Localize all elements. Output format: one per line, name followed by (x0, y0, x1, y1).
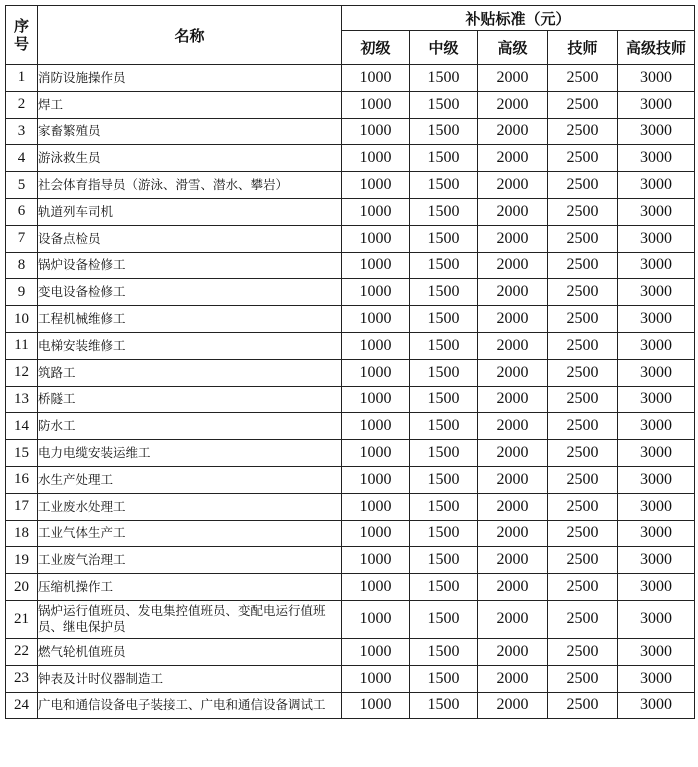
row-subsidy-intermediate: 1500 (410, 91, 478, 118)
row-subsidy-technician: 2500 (548, 520, 618, 547)
row-subsidy-intermediate: 1500 (410, 359, 478, 386)
row-occupation-name: 社会体育指导员（游泳、滑雪、潜水、攀岩） (38, 172, 342, 199)
row-seq: 17 (6, 493, 38, 520)
header-level-senior-technician: 高级技师 (618, 31, 695, 65)
row-subsidy-technician: 2500 (548, 547, 618, 574)
row-subsidy-primary: 1000 (342, 493, 410, 520)
row-subsidy-technician: 2500 (548, 118, 618, 145)
row-subsidy-senior-technician: 3000 (618, 440, 695, 467)
row-subsidy-primary: 1000 (342, 91, 410, 118)
row-subsidy-intermediate: 1500 (410, 225, 478, 252)
row-subsidy-technician: 2500 (548, 306, 618, 333)
row-subsidy-senior-technician: 3000 (618, 198, 695, 225)
row-subsidy-senior: 2000 (478, 692, 548, 719)
row-subsidy-intermediate: 1500 (410, 520, 478, 547)
row-subsidy-primary: 1000 (342, 279, 410, 306)
row-subsidy-senior-technician: 3000 (618, 359, 695, 386)
row-subsidy-intermediate: 1500 (410, 466, 478, 493)
row-subsidy-senior-technician: 3000 (618, 332, 695, 359)
row-subsidy-senior: 2000 (478, 145, 548, 172)
row-subsidy-primary: 1000 (342, 225, 410, 252)
row-subsidy-technician: 2500 (548, 638, 618, 665)
row-subsidy-intermediate: 1500 (410, 547, 478, 574)
row-occupation-name: 焊工 (38, 91, 342, 118)
row-seq: 7 (6, 225, 38, 252)
row-seq: 21 (6, 600, 38, 638)
table-row (6, 493, 695, 520)
table-row (6, 547, 695, 574)
row-occupation-name: 家畜繁殖员 (38, 118, 342, 145)
row-subsidy-primary: 1000 (342, 574, 410, 601)
table-row (6, 638, 695, 665)
row-occupation-name: 轨道列车司机 (38, 198, 342, 225)
row-subsidy-technician: 2500 (548, 279, 618, 306)
row-subsidy-senior-technician: 3000 (618, 413, 695, 440)
table-row (6, 692, 695, 719)
subsidy-table (5, 5, 695, 719)
row-subsidy-technician: 2500 (548, 145, 618, 172)
row-subsidy-senior: 2000 (478, 306, 548, 333)
row-subsidy-senior: 2000 (478, 172, 548, 199)
table-row (6, 172, 695, 199)
table-row (6, 520, 695, 547)
table-row (6, 386, 695, 413)
row-subsidy-primary: 1000 (342, 359, 410, 386)
table-row (6, 65, 695, 92)
row-occupation-name: 变电设备检修工 (38, 279, 342, 306)
table-row (6, 359, 695, 386)
row-subsidy-senior-technician: 3000 (618, 252, 695, 279)
row-subsidy-technician: 2500 (548, 413, 618, 440)
row-seq: 22 (6, 638, 38, 665)
row-subsidy-intermediate: 1500 (410, 665, 478, 692)
row-subsidy-senior: 2000 (478, 574, 548, 601)
row-subsidy-primary: 1000 (342, 65, 410, 92)
row-subsidy-intermediate: 1500 (410, 198, 478, 225)
row-seq: 19 (6, 547, 38, 574)
row-subsidy-senior: 2000 (478, 547, 548, 574)
row-subsidy-senior: 2000 (478, 600, 548, 638)
row-subsidy-primary: 1000 (342, 332, 410, 359)
row-subsidy-primary: 1000 (342, 413, 410, 440)
row-subsidy-technician: 2500 (548, 225, 618, 252)
row-seq: 11 (6, 332, 38, 359)
row-subsidy-senior: 2000 (478, 493, 548, 520)
table-body (6, 65, 695, 719)
table-row (6, 600, 695, 638)
row-subsidy-primary: 1000 (342, 520, 410, 547)
row-occupation-name: 工业废气治理工 (38, 547, 342, 574)
row-subsidy-primary: 1000 (342, 252, 410, 279)
row-subsidy-intermediate: 1500 (410, 574, 478, 601)
row-subsidy-senior: 2000 (478, 225, 548, 252)
row-subsidy-technician: 2500 (548, 466, 618, 493)
row-subsidy-senior-technician: 3000 (618, 91, 695, 118)
row-subsidy-technician: 2500 (548, 493, 618, 520)
row-seq: 6 (6, 198, 38, 225)
row-subsidy-technician: 2500 (548, 574, 618, 601)
row-occupation-name: 游泳救生员 (38, 145, 342, 172)
table-row (6, 145, 695, 172)
header-level-senior: 高级 (478, 31, 548, 65)
row-subsidy-senior: 2000 (478, 332, 548, 359)
row-subsidy-primary: 1000 (342, 306, 410, 333)
row-occupation-name: 广电和通信设备电子装接工、广电和通信设备调试工 (38, 692, 342, 719)
table-row (6, 440, 695, 467)
row-subsidy-senior-technician: 3000 (618, 600, 695, 638)
row-seq: 15 (6, 440, 38, 467)
header-row-top (6, 6, 695, 31)
table-row (6, 413, 695, 440)
row-subsidy-senior-technician: 3000 (618, 574, 695, 601)
row-seq: 14 (6, 413, 38, 440)
row-subsidy-senior-technician: 3000 (618, 386, 695, 413)
table-row (6, 466, 695, 493)
row-seq: 12 (6, 359, 38, 386)
row-subsidy-senior-technician: 3000 (618, 279, 695, 306)
row-seq: 18 (6, 520, 38, 547)
row-subsidy-technician: 2500 (548, 692, 618, 719)
row-occupation-name: 桥隧工 (38, 386, 342, 413)
row-subsidy-senior: 2000 (478, 466, 548, 493)
row-seq: 16 (6, 466, 38, 493)
table-row (6, 306, 695, 333)
row-subsidy-technician: 2500 (548, 172, 618, 199)
row-subsidy-primary: 1000 (342, 198, 410, 225)
row-seq: 5 (6, 172, 38, 199)
row-subsidy-primary: 1000 (342, 440, 410, 467)
table-row (6, 279, 695, 306)
row-subsidy-senior: 2000 (478, 665, 548, 692)
row-subsidy-senior: 2000 (478, 252, 548, 279)
row-subsidy-intermediate: 1500 (410, 600, 478, 638)
row-subsidy-intermediate: 1500 (410, 440, 478, 467)
row-subsidy-intermediate: 1500 (410, 118, 478, 145)
row-subsidy-senior-technician: 3000 (618, 306, 695, 333)
row-subsidy-primary: 1000 (342, 547, 410, 574)
row-subsidy-senior-technician: 3000 (618, 172, 695, 199)
row-subsidy-intermediate: 1500 (410, 413, 478, 440)
header-seq (6, 6, 38, 65)
header-level-primary: 初级 (342, 31, 410, 65)
row-subsidy-senior: 2000 (478, 279, 548, 306)
row-occupation-name: 压缩机操作工 (38, 574, 342, 601)
row-subsidy-senior: 2000 (478, 386, 548, 413)
row-subsidy-senior-technician: 3000 (618, 692, 695, 719)
header-level-intermediate: 中级 (410, 31, 478, 65)
header-seq-line1: 序 (13, 17, 29, 35)
row-subsidy-technician: 2500 (548, 386, 618, 413)
row-subsidy-senior: 2000 (478, 520, 548, 547)
row-seq: 24 (6, 692, 38, 719)
row-seq: 20 (6, 574, 38, 601)
row-subsidy-senior-technician: 3000 (618, 520, 695, 547)
row-subsidy-senior: 2000 (478, 413, 548, 440)
row-occupation-name: 消防设施操作员 (38, 65, 342, 92)
row-subsidy-senior: 2000 (478, 638, 548, 665)
table-row (6, 225, 695, 252)
row-subsidy-intermediate: 1500 (410, 252, 478, 279)
row-seq: 10 (6, 306, 38, 333)
row-subsidy-senior: 2000 (478, 91, 548, 118)
row-seq: 2 (6, 91, 38, 118)
row-occupation-name: 电梯安装维修工 (38, 332, 342, 359)
table-row (6, 252, 695, 279)
row-subsidy-technician: 2500 (548, 665, 618, 692)
row-subsidy-senior-technician: 3000 (618, 145, 695, 172)
row-subsidy-primary: 1000 (342, 600, 410, 638)
row-subsidy-intermediate: 1500 (410, 172, 478, 199)
row-occupation-name: 工业废水处理工 (38, 493, 342, 520)
row-subsidy-technician: 2500 (548, 440, 618, 467)
row-subsidy-senior: 2000 (478, 359, 548, 386)
row-subsidy-primary: 1000 (342, 638, 410, 665)
row-subsidy-senior-technician: 3000 (618, 638, 695, 665)
row-subsidy-senior-technician: 3000 (618, 493, 695, 520)
row-seq: 9 (6, 279, 38, 306)
row-seq: 3 (6, 118, 38, 145)
row-subsidy-intermediate: 1500 (410, 332, 478, 359)
row-subsidy-senior-technician: 3000 (618, 65, 695, 92)
table-header (6, 6, 695, 65)
row-subsidy-primary: 1000 (342, 172, 410, 199)
row-subsidy-primary: 1000 (342, 665, 410, 692)
row-seq: 1 (6, 65, 38, 92)
row-subsidy-senior-technician: 3000 (618, 118, 695, 145)
row-subsidy-intermediate: 1500 (410, 145, 478, 172)
row-subsidy-intermediate: 1500 (410, 306, 478, 333)
row-seq: 13 (6, 386, 38, 413)
table-row (6, 118, 695, 145)
row-seq: 4 (6, 145, 38, 172)
row-subsidy-senior: 2000 (478, 65, 548, 92)
table-row (6, 665, 695, 692)
row-subsidy-technician: 2500 (548, 91, 618, 118)
row-subsidy-technician: 2500 (548, 198, 618, 225)
table-row (6, 574, 695, 601)
header-name: 名称 (38, 6, 342, 65)
header-seq-line2: 号 (13, 35, 29, 53)
row-occupation-name: 筑路工 (38, 359, 342, 386)
row-occupation-name: 工程机械维修工 (38, 306, 342, 333)
row-subsidy-intermediate: 1500 (410, 692, 478, 719)
row-occupation-name: 电力电缆安装运维工 (38, 440, 342, 467)
row-seq: 23 (6, 665, 38, 692)
row-subsidy-intermediate: 1500 (410, 638, 478, 665)
row-subsidy-senior: 2000 (478, 118, 548, 145)
row-subsidy-intermediate: 1500 (410, 65, 478, 92)
row-subsidy-senior-technician: 3000 (618, 466, 695, 493)
row-subsidy-intermediate: 1500 (410, 279, 478, 306)
row-subsidy-senior: 2000 (478, 198, 548, 225)
table-row (6, 198, 695, 225)
header-standard: 补贴标准（元） (342, 6, 695, 31)
row-subsidy-primary: 1000 (342, 118, 410, 145)
row-subsidy-primary: 1000 (342, 145, 410, 172)
row-subsidy-technician: 2500 (548, 332, 618, 359)
row-occupation-name: 锅炉运行值班员、发电集控值班员、变配电运行值班员、继电保护员 (38, 600, 342, 638)
row-subsidy-primary: 1000 (342, 466, 410, 493)
row-occupation-name: 锅炉设备检修工 (38, 252, 342, 279)
row-subsidy-technician: 2500 (548, 252, 618, 279)
row-subsidy-senior-technician: 3000 (618, 547, 695, 574)
row-occupation-name: 设备点检员 (38, 225, 342, 252)
header-level-technician: 技师 (548, 31, 618, 65)
row-subsidy-technician: 2500 (548, 65, 618, 92)
row-subsidy-primary: 1000 (342, 386, 410, 413)
row-occupation-name: 水生产处理工 (38, 466, 342, 493)
table-row (6, 91, 695, 118)
row-subsidy-senior: 2000 (478, 440, 548, 467)
row-occupation-name: 工业气体生产工 (38, 520, 342, 547)
row-subsidy-senior-technician: 3000 (618, 225, 695, 252)
row-occupation-name: 防水工 (38, 413, 342, 440)
row-seq: 8 (6, 252, 38, 279)
row-subsidy-technician: 2500 (548, 600, 618, 638)
row-occupation-name: 燃气轮机值班员 (38, 638, 342, 665)
row-occupation-name: 钟表及计时仪器制造工 (38, 665, 342, 692)
row-subsidy-intermediate: 1500 (410, 493, 478, 520)
row-subsidy-primary: 1000 (342, 692, 410, 719)
table-row (6, 332, 695, 359)
row-subsidy-senior-technician: 3000 (618, 665, 695, 692)
row-subsidy-technician: 2500 (548, 359, 618, 386)
row-subsidy-intermediate: 1500 (410, 386, 478, 413)
